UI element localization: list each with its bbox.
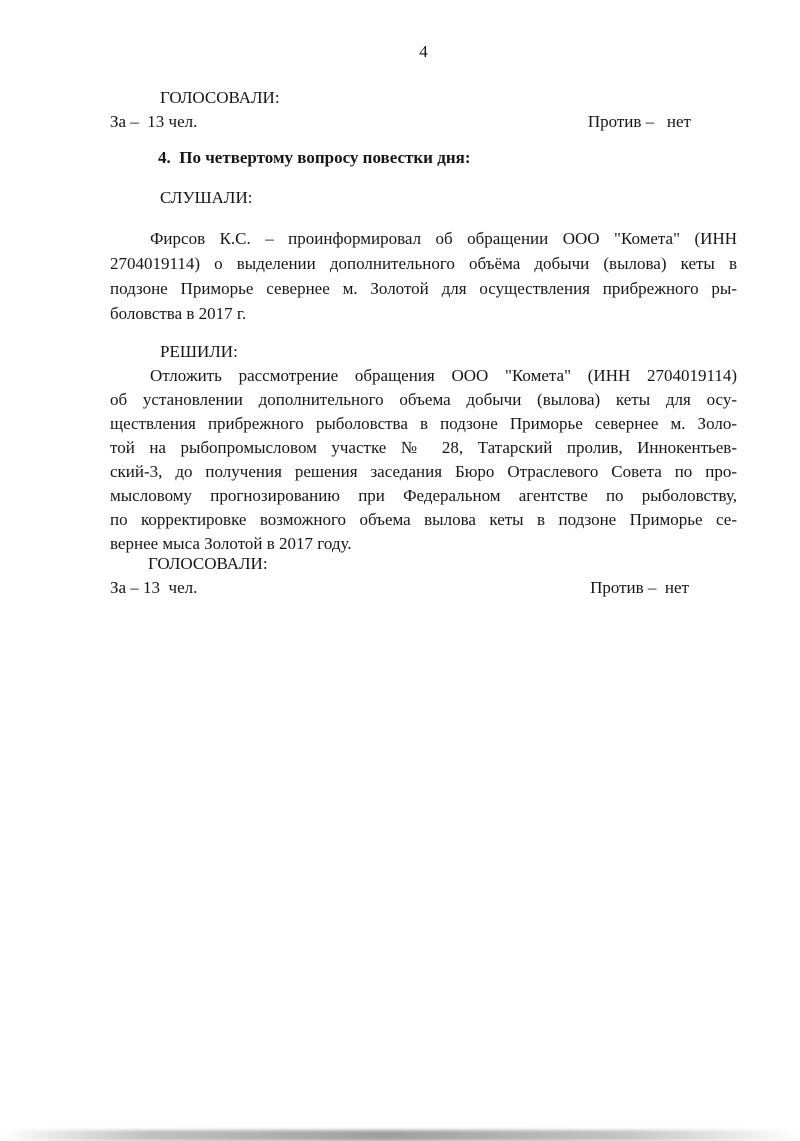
vote-row-1 bbox=[110, 110, 737, 134]
text-line: подзоне Приморье севернее м. Золотой для осуществления прибрежного ры- bbox=[110, 279, 737, 298]
text-line: по корректировке возможного объема вылова кеты в подзоне Приморье се- bbox=[110, 510, 737, 529]
text-line: об установлении дополнительного объема добычи (вылова) кеты для осу- bbox=[110, 390, 737, 409]
decided-paragraph bbox=[110, 364, 737, 556]
vote-heading-2: ГОЛОСОВАЛИ: bbox=[148, 554, 268, 573]
text-line: вернее мыса Золотой в 2017 году. bbox=[110, 534, 352, 553]
agenda-item-heading: 4. По четвертому вопросу повестки дня: bbox=[158, 148, 471, 167]
heard-paragraph bbox=[110, 226, 737, 326]
vote-against-2: Против – нет bbox=[590, 578, 689, 597]
vote-for-1: За – 13 чел. bbox=[110, 112, 198, 131]
heard-section-label: СЛУШАЛИ: bbox=[160, 188, 253, 207]
page-number: 4 bbox=[419, 42, 428, 61]
vote-row-2 bbox=[110, 576, 737, 600]
text-line: Фирсов К.С. – проинформировал об обращении ООО "Комета" (ИНН bbox=[150, 229, 737, 248]
text-line: мысловому прогнозированию при Федеральном агентстве по рыболовству, bbox=[110, 486, 737, 505]
vote-against-1: Против – нет bbox=[587, 112, 691, 131]
text-line: ский-3, до получения решения заседания Бюро Отраслевого Совета по про- bbox=[110, 462, 737, 481]
text-line: той на рыбопромысловом участке № 28, Татарский пролив, Иннокентьев- bbox=[110, 438, 737, 457]
text-line: 2704019114) о выделении дополнительного объёма добычи (вылова) кеты в bbox=[110, 254, 737, 273]
scan-edge-shadow bbox=[0, 1130, 800, 1141]
text-line: ществления прибрежного рыболовства в подзоне Приморье севернее м. Золо- bbox=[110, 414, 737, 433]
vote-for-2: За – 13 чел. bbox=[110, 578, 198, 597]
vote-heading-1: ГОЛОСОВАЛИ: bbox=[160, 88, 280, 107]
decided-section-label: РЕШИЛИ: bbox=[160, 342, 238, 361]
text-line: боловства в 2017 г. bbox=[110, 304, 247, 323]
text-line: Отложить рассмотрение обращения ООО "Комета" (ИНН 2704019114) bbox=[150, 366, 737, 385]
